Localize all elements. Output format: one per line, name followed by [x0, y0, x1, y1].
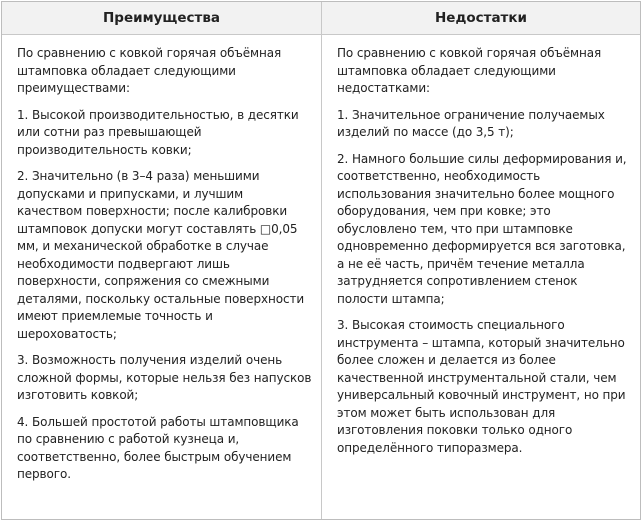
disadvantages-column [322, 35, 640, 519]
advantage-item: 4. Большей простотой работы штамповщика по сравнению с работой кузнеца и, соответственно, более быстрым обучением первого. [17, 414, 299, 481]
advantage-item: 1. Высокой производительностью, в десятки или сотни раз превышающей производительность ковки; [17, 107, 299, 157]
table-header-row [2, 2, 640, 35]
table-body-row [2, 35, 640, 519]
disadvantage-item: 2. Намного большие силы деформирования и, соответственно, необходимость использования значительно более мощного оборудования, чем при ковке; это обусловлено тем, что при штамповке одновременно деформируется вся заготовка, а не её часть, причём течение металла затрудняется сопротивлением стенок полости штампа; [337, 151, 627, 306]
advantage-item: 3. Возможность получения изделий очень сложной формы, которые нельзя без напусков изготовить ковкой; [17, 353, 312, 402]
advantages-intro: По сравнению с ковкой горячая объёмная штамповка обладает следующими преимуществами: [17, 46, 282, 95]
disadvantage-item: 3. Высокая стоимость специального инструмента – штампа, который значительно более сложен и делается из более качественной инструментальной стали, чем универсальный ковочный инструмент, но при этом может быть использован для изготовления поковки только одного определённого типоразмера. [337, 318, 626, 455]
advantages-column [2, 35, 322, 519]
header-advantages: Преимущества [2, 2, 322, 34]
comparison-table [1, 1, 641, 520]
header-disadvantages: Недостатки [434, 10, 527, 26]
advantage-item: 2. Значительно (в 3–4 раза) меньшими допусками и припусками, и лучшим качеством поверхности; после калибровки штамповок допуски могут составлять □0,05 мм, и механической обработке в случае необходимости подвергают лишь поверхности, сопряжения со смежными деталями, поскольку остальные поверхности имеют приемлемые точность и шероховатость; [17, 169, 305, 341]
disadvantages-intro: По сравнению с ковкой горячая объёмная штамповка обладает следующими недостатками: [337, 46, 602, 95]
disadvantage-item: 1. Значительное ограничение получаемых изделий по массе (до 3,5 т); [337, 107, 605, 139]
